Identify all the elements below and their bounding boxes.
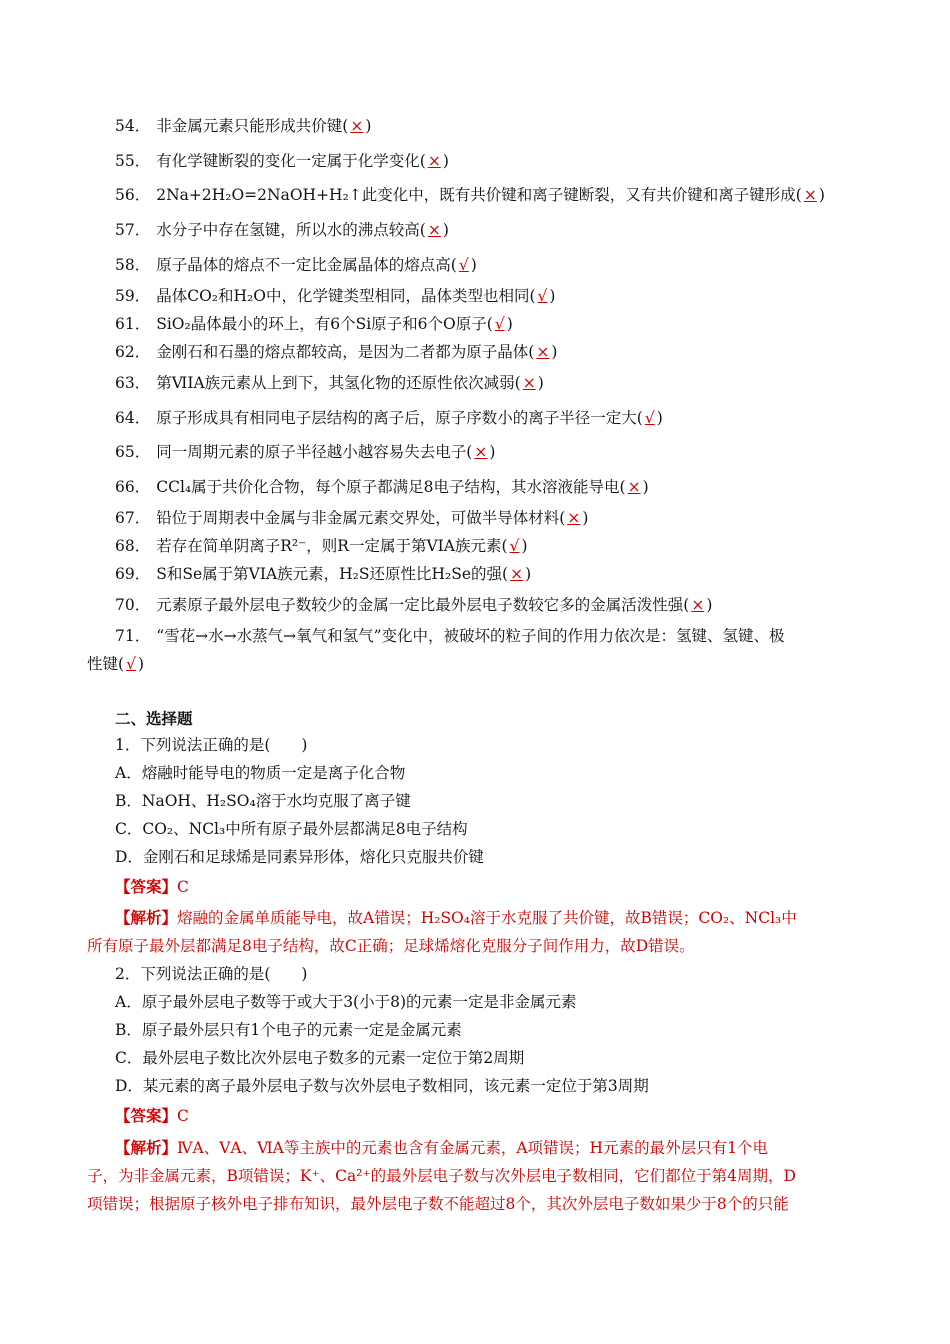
item-text: 有化学键断裂的变化一定属于化学变化 bbox=[156, 152, 420, 170]
answer-mark: √ bbox=[494, 315, 505, 333]
answer-value: C bbox=[177, 878, 189, 896]
judgment-item: 67． 铅位于周期表中金属与非金属元素交界处，可做半导体材料( × ) bbox=[115, 509, 589, 527]
answer-mark: × bbox=[350, 117, 364, 135]
item-text: 原子形成具有相同电子层结构的离子后，原子序数小的离子半径一定大 bbox=[156, 409, 637, 427]
judgment-item: 66． CCl₄属于共价化合物，每个原子都满足8电子结构，其水溶液能导电( × ) bbox=[115, 478, 649, 496]
judgment-item-71 bbox=[115, 625, 870, 647]
item-number: 66． bbox=[115, 478, 151, 496]
judgment-item: 63． 第ⅥIA族元素从上到下，其氢化物的还原性依次减弱( × ) bbox=[115, 374, 544, 392]
item-text-line2: 性键 bbox=[87, 655, 119, 673]
item-text-line1: “雪花→水→水蒸气→氧气和氢气”变化中，被破坏的粒子间的作用力依次是：氢键、氢键、极 bbox=[156, 627, 785, 645]
answer-mark: √ bbox=[644, 409, 655, 427]
answer-value: C bbox=[177, 1107, 189, 1125]
item-text: 晶体CO₂和H₂O中，化学键类型相同，晶体类型也相同 bbox=[156, 287, 530, 305]
item-text: S和Se属于第VIA族元素，H₂S还原性比H₂Se的强 bbox=[156, 565, 503, 583]
answer-mark: √ bbox=[458, 256, 469, 274]
judgment-item: 57． 水分子中存在氢键，所以水的沸点较高( × ) bbox=[115, 221, 449, 239]
analysis-text-cont: 子，为非金属元素，B项错误；K⁺、Ca²⁺的最外层电子数与次外层电子数相同，它们都位于第4周期，D bbox=[87, 1167, 796, 1185]
option-b: B．原子最外层只有1个电子的元素一定是金属元素 bbox=[115, 1021, 462, 1039]
option-a: A．原子最外层电子数等于或大于3(小于8)的元素一定是非金属元素 bbox=[115, 993, 577, 1011]
analysis-text: 熔融的金属单质能导电，故A错误；H₂SO₄溶于水克服了共价键，故B错误；CO₂、NCl₃中 bbox=[177, 909, 797, 927]
item-text: CCl₄属于共价化合物，每个原子都满足8电子结构，其水溶液能导电 bbox=[156, 478, 620, 496]
item-number: 68． bbox=[115, 537, 151, 555]
item-number: 57． bbox=[115, 221, 151, 239]
item-number: 67． bbox=[115, 509, 151, 527]
answer-mark: × bbox=[427, 221, 441, 239]
item-number: 54． bbox=[115, 117, 151, 135]
option-a: A．熔融时能导电的物质一定是离子化合物 bbox=[115, 764, 406, 782]
answer-line bbox=[115, 1105, 189, 1127]
question-stem: 1．下列说法正确的是( ) bbox=[115, 736, 308, 754]
item-number: 58． bbox=[115, 256, 151, 274]
item-text: 水分子中存在氢键，所以水的沸点较高 bbox=[156, 221, 420, 239]
item-text: SiO₂晶体最小的环上，有6个Si原子和6个O原子 bbox=[156, 315, 487, 333]
question-stem: 2．下列说法正确的是( ) bbox=[115, 965, 308, 983]
analysis-label: 【解析】 bbox=[115, 908, 178, 927]
answer-mark: × bbox=[627, 478, 641, 496]
analysis-line bbox=[115, 907, 797, 929]
answer-mark: × bbox=[803, 186, 817, 204]
answer-mark: × bbox=[567, 509, 581, 527]
judgment-item: 55． 有化学键断裂的变化一定属于化学变化( × ) bbox=[115, 152, 449, 170]
judgment-item: 65． 同一周期元素的原子半径越小越容易失去电子( × ) bbox=[115, 443, 496, 461]
item-text: 第ⅥIA族元素从上到下，其氢化物的还原性依次减弱 bbox=[156, 374, 515, 392]
answer-mark: × bbox=[691, 596, 705, 614]
analysis-line bbox=[115, 1137, 768, 1159]
answer-mark: × bbox=[427, 152, 441, 170]
item-number: 56． bbox=[115, 186, 151, 204]
item-number: 61． bbox=[115, 315, 151, 333]
item-number: 63． bbox=[115, 374, 151, 392]
judgment-item: 68． 若存在简单阴离子R²⁻，则R一定属于第VIA族元素( √ ) bbox=[115, 537, 528, 555]
answer-mark: × bbox=[522, 374, 536, 392]
item-text: 金刚石和石墨的熔点都较高，是因为二者都为原子晶体 bbox=[156, 343, 529, 361]
judgment-item-71-cont: 性键( √ ) bbox=[87, 655, 145, 673]
option-c: C．CO₂、NCl₃中所有原子最外层都满足8电子结构 bbox=[115, 820, 468, 838]
judgment-item: 58． 原子晶体的熔点不一定比金属晶体的熔点高( √ ) bbox=[115, 256, 477, 274]
judgment-item: 56． 2Na+2H₂O=2NaOH+H₂↑此变化中，既有共价键和离子键断裂，又有共价键和离子键形成( × ) bbox=[115, 186, 825, 204]
analysis-text-cont: 项错误；根据原子核外电子排布知识，最外层电子数不能超过8个，其次外层电子数如果少于8个的只能 bbox=[87, 1195, 789, 1213]
option-d: D．金刚石和足球烯是同素异形体，熔化只克服共价键 bbox=[115, 848, 484, 866]
item-number: 71． bbox=[115, 627, 151, 645]
answer-mark: × bbox=[536, 343, 550, 361]
answer-mark: × bbox=[510, 565, 524, 583]
item-text: 非金属元素只能形成共价键 bbox=[156, 117, 343, 135]
item-number: 65． bbox=[115, 443, 151, 461]
answer-mark: × bbox=[474, 443, 488, 461]
judgment-item: 70． 元素原子最外层电子数较少的金属一定比最外层电子数较它多的金属活泼性强( × ) bbox=[115, 596, 713, 614]
option-c: C．最外层电子数比次外层电子数多的元素一定位于第2周期 bbox=[115, 1049, 525, 1067]
option-b: B．NaOH、H₂SO₄溶于水均克服了离子键 bbox=[115, 792, 411, 810]
option-d: D．某元素的离子最外层电子数与次外层电子数相同，该元素一定位于第3周期 bbox=[115, 1077, 649, 1095]
item-number: 62． bbox=[115, 343, 151, 361]
answer-mark: √ bbox=[126, 655, 136, 673]
item-text: 元素原子最外层电子数较少的金属一定比最外层电子数较它多的金属活泼性强 bbox=[156, 596, 684, 614]
item-text: 2Na+2H₂O=2NaOH+H₂↑此变化中，既有共价键和离子键断裂，又有共价键和离子键形成 bbox=[156, 186, 796, 204]
item-number: 69． bbox=[115, 565, 151, 583]
judgment-item: 62． 金刚石和石墨的熔点都较高，是因为二者都为原子晶体( × ) bbox=[115, 343, 558, 361]
judgment-item: 59． 晶体CO₂和H₂O中，化学键类型相同，晶体类型也相同( √ ) bbox=[115, 287, 556, 305]
item-number: 64． bbox=[115, 409, 151, 427]
analysis-text: ⅣA、ⅤA、ⅥA等主族中的元素也含有金属元素，A项错误；H元素的最外层只有1个电 bbox=[177, 1139, 768, 1157]
item-text: 同一周期元素的原子半径越小越容易失去电子 bbox=[156, 443, 467, 461]
item-number: 59． bbox=[115, 287, 151, 305]
judgment-item: 61． SiO₂晶体最小的环上，有6个Si原子和6个O原子( √ ) bbox=[115, 315, 513, 333]
answer-line bbox=[115, 876, 189, 898]
analysis-label: 【解析】 bbox=[115, 1138, 178, 1157]
answer-mark: √ bbox=[537, 287, 548, 305]
item-text: 原子晶体的熔点不一定比金属晶体的熔点高 bbox=[156, 256, 451, 274]
analysis-text-cont: 所有原子最外层都满足8电子结构，故C正确；足球烯熔化克服分子间作用力，故D错误。 bbox=[87, 937, 695, 955]
answer-label: 【答案】 bbox=[115, 877, 178, 896]
item-number: 70． bbox=[115, 596, 151, 614]
judgment-item: 64． 原子形成具有相同电子层结构的离子后，原子序数小的离子半径一定大( √ ) bbox=[115, 409, 663, 427]
item-text: 铅位于周期表中金属与非金属元素交界处，可做半导体材料 bbox=[156, 509, 560, 527]
judgment-item: 54． 非金属元素只能形成共价键( × ) bbox=[115, 117, 372, 135]
answer-label: 【答案】 bbox=[115, 1106, 178, 1125]
section-heading: 二、选择题 bbox=[115, 709, 193, 728]
item-number: 55． bbox=[115, 152, 151, 170]
item-text: 若存在简单阴离子R²⁻，则R一定属于第VIA族元素 bbox=[156, 537, 502, 555]
judgment-item: 69． S和Se属于第VIA族元素，H₂S还原性比H₂Se的强( × ) bbox=[115, 565, 532, 583]
answer-mark: √ bbox=[509, 537, 520, 555]
